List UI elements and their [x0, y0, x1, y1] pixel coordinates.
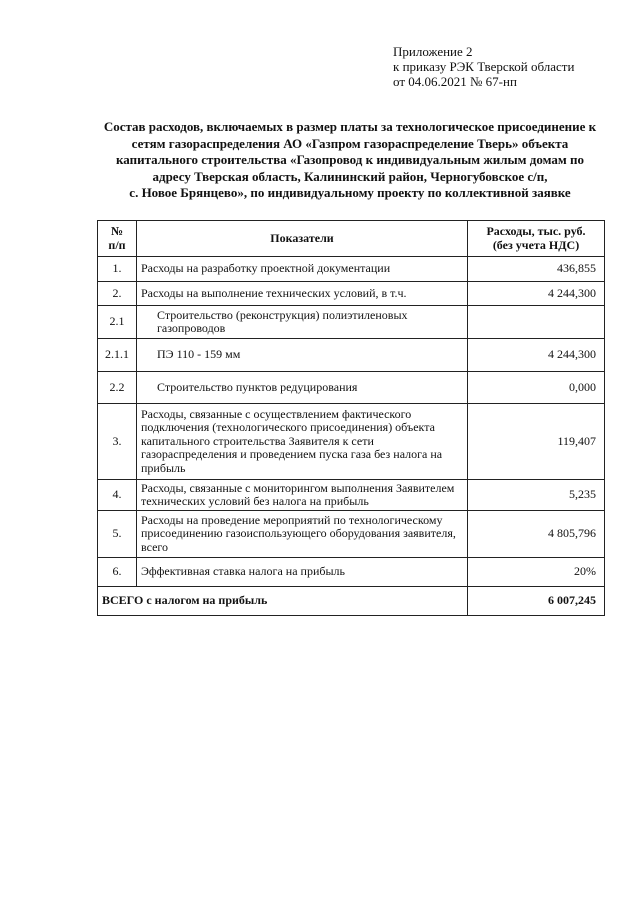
document-title — [95, 119, 605, 202]
table-row — [98, 480, 605, 511]
row-indicator: Расходы, связанные с мониторингом выполнения Заявителем технических условий без налога на прибыль — [137, 480, 468, 511]
total-value: 6 007,245 — [468, 587, 605, 616]
table-row — [98, 339, 605, 372]
table-row — [98, 404, 605, 480]
row-cost: 4 244,300 — [468, 339, 605, 372]
appendix-number: Приложение 2 — [393, 44, 473, 59]
title-line: с. Новое Брянцево», по индивидуальному проекту по коллективной заявке — [129, 185, 571, 200]
row-cost: 5,235 — [468, 480, 605, 511]
table-row — [98, 257, 605, 282]
title-line: Состав расходов, включаемых в размер платы за технологическое присоединение к — [103, 119, 597, 134]
header-number — [98, 221, 137, 257]
row-indicator: Расходы на проведение мероприятий по технологическому присоединению газоиспользующего оборудования заявителя, всего — [137, 511, 468, 558]
row-indicator: Эффективная ставка налога на прибыль — [137, 558, 468, 587]
appendix-order: к приказу РЭК Тверской области — [393, 59, 575, 74]
row-number: 2.1.1 — [98, 339, 137, 372]
row-number: 3. — [98, 404, 137, 480]
row-number: 6. — [98, 558, 137, 587]
table-row — [98, 511, 605, 558]
row-cost: 436,855 — [468, 257, 605, 282]
total-row — [98, 587, 605, 616]
row-number: 1. — [98, 257, 137, 282]
appendix-date: от 04.06.2021 № 67-нп — [393, 74, 517, 89]
table-row — [98, 372, 605, 404]
table-row — [98, 558, 605, 587]
header-indicator: Показатели — [137, 221, 468, 257]
row-cost: 0,000 — [468, 372, 605, 404]
row-number: 2. — [98, 282, 137, 306]
costs-table — [97, 220, 605, 616]
header-number-line2: п/п — [108, 237, 126, 252]
row-number: 2.2 — [98, 372, 137, 404]
title-line: сетям газораспределения АО «Газпром газораспределение Тверь» объекта — [131, 135, 569, 151]
header-cost — [468, 221, 605, 257]
row-indicator: ПЭ 110 - 159 мм — [137, 339, 468, 372]
table-row — [98, 282, 605, 306]
row-indicator: Строительство пунктов редуцирования — [137, 372, 468, 404]
row-cost: 4 805,796 — [468, 511, 605, 558]
row-cost: 119,407 — [468, 404, 605, 480]
header-cost-line2: (без учета НДС) — [492, 237, 580, 252]
row-indicator: Расходы на выполнение технических условий, в т.ч. — [137, 282, 468, 306]
title-line: капитального строительства «Газопровод к индивидуальным жилым домам по — [116, 152, 584, 167]
row-cost — [468, 306, 605, 339]
row-indicator: Строительство (реконструкция) полиэтиленовых газопроводов — [137, 306, 468, 339]
table-row — [98, 306, 605, 339]
row-cost: 20% — [468, 558, 605, 587]
header-cost-line1: Расходы, тыс. руб. — [486, 224, 586, 238]
row-cost: 4 244,300 — [468, 282, 605, 306]
table-header-row — [98, 221, 605, 257]
row-number: 2.1 — [98, 306, 137, 339]
row-indicator: Расходы, связанные с осуществлением фактического подключения (технологического присоединения) объекта капитального строительства Заявителя к сети газораспределения и проведением пуска газа без налога на прибыль — [137, 404, 468, 480]
row-number: 4. — [98, 480, 137, 511]
total-label: ВСЕГО с налогом на прибыль — [98, 587, 468, 616]
header-number-line1: № — [110, 224, 124, 238]
row-indicator: Расходы на разработку проектной документации — [137, 257, 468, 282]
row-number: 5. — [98, 511, 137, 558]
title-line: адресу Тверская область, Калининский район, Черногубовское с/п, — [152, 168, 548, 184]
appendix-header — [393, 44, 574, 89]
